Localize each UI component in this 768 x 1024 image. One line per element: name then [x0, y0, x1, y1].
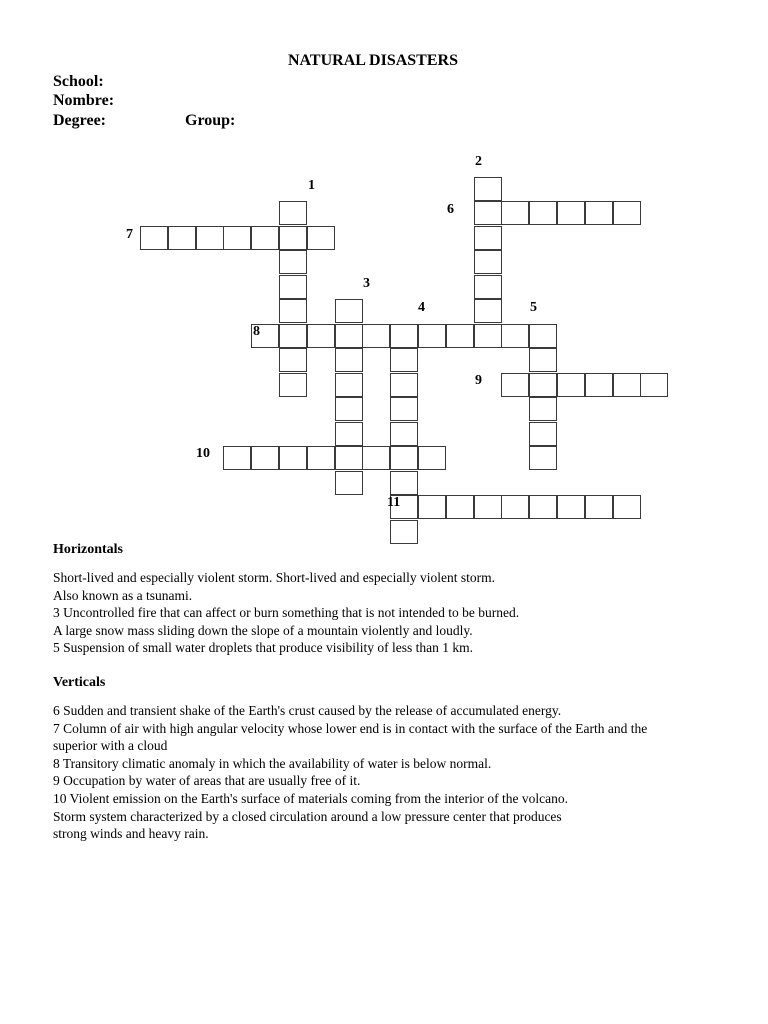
crossword-cell[interactable]: [585, 373, 613, 397]
crossword-cell[interactable]: [529, 201, 557, 225]
crossword-cell[interactable]: [279, 373, 307, 397]
crossword-cell[interactable]: [529, 373, 557, 397]
crossword-cell[interactable]: [557, 373, 585, 397]
crossword-cell[interactable]: [335, 324, 363, 348]
crossword-cell[interactable]: [390, 446, 418, 470]
crossword-cell[interactable]: [529, 348, 557, 372]
crossword-cell[interactable]: [585, 495, 613, 519]
clue-item: 6 Sudden and transient shake of the Earth's crust caused by the release of accumulated energy.: [53, 703, 562, 718]
crossword-cell[interactable]: [307, 324, 335, 348]
crossword-cell[interactable]: [279, 250, 307, 274]
crossword-cell[interactable]: [390, 397, 418, 421]
crossword-cell[interactable]: [223, 226, 251, 250]
clue-item: 7 Column of air with high angular velocity whose lower end is in contact with the surface of the Earth and the superior with a cloud: [53, 720, 648, 754]
crossword-cell[interactable]: [390, 520, 418, 544]
clue-item: 5 Suspension of small water droplets that produce visibility of less than 1 km.: [53, 640, 473, 656]
group-label: Group:: [185, 112, 236, 129]
crossword-cell[interactable]: [335, 422, 363, 446]
crossword-cell[interactable]: [390, 373, 418, 397]
crossword-cell[interactable]: [390, 422, 418, 446]
crossword-cell[interactable]: [557, 201, 585, 225]
crossword-cell[interactable]: [613, 495, 641, 519]
clue-item: 9 Occupation by water of areas that are usually free of it.: [53, 773, 361, 789]
crossword-cell[interactable]: [446, 324, 474, 348]
crossword-cell[interactable]: [474, 495, 502, 519]
crossword-cell[interactable]: [501, 495, 529, 519]
crossword-cell[interactable]: [362, 446, 390, 470]
clue-number-11: 11: [387, 495, 401, 510]
crossword-cell[interactable]: [529, 446, 557, 470]
clue-number-5: 5: [530, 300, 537, 315]
verticals-clue-list: [53, 702, 663, 843]
crossword-cell[interactable]: [474, 299, 502, 323]
crossword-cell[interactable]: [279, 275, 307, 299]
crossword-cell[interactable]: [474, 250, 502, 274]
crossword-cell[interactable]: [279, 226, 307, 250]
crossword-cell[interactable]: [335, 299, 363, 323]
crossword-cell[interactable]: [474, 275, 502, 299]
crossword-cell[interactable]: [529, 397, 557, 421]
crossword-cell[interactable]: [474, 201, 502, 225]
clue-number-10: 10: [196, 446, 210, 461]
crossword-cell[interactable]: [418, 446, 446, 470]
clue-item: Storm system characterized by a closed circulation around a low pressure center that produces strong winds and heavy rain.: [53, 808, 562, 842]
clue-number-2: 2: [475, 154, 482, 169]
crossword-cell[interactable]: [335, 348, 363, 372]
crossword-cell[interactable]: [418, 495, 446, 519]
horizontals-clue-list: [53, 569, 663, 657]
crossword-cell[interactable]: [418, 324, 446, 348]
crossword-cell[interactable]: [446, 495, 474, 519]
crossword-cell[interactable]: [279, 201, 307, 225]
crossword-cell[interactable]: [279, 348, 307, 372]
crossword-cell[interactable]: [335, 471, 363, 495]
clue-number-3: 3: [363, 276, 370, 291]
crossword-cell[interactable]: [474, 226, 502, 250]
degree-label: Degree:: [53, 112, 106, 129]
crossword-cell[interactable]: [474, 177, 502, 201]
crossword-cell[interactable]: [279, 299, 307, 323]
crossword-cell[interactable]: [585, 201, 613, 225]
crossword-cell[interactable]: [307, 226, 335, 250]
crossword-cell[interactable]: [335, 397, 363, 421]
clue-number-4: 4: [418, 300, 425, 315]
crossword-cell[interactable]: [251, 226, 279, 250]
crossword-cell[interactable]: [613, 201, 641, 225]
clue-item: A large snow mass sliding down the slope of a mountain violently and loudly.: [53, 622, 473, 638]
worksheet-title: NATURAL DISASTERS: [288, 52, 458, 69]
crossword-cell[interactable]: [168, 226, 196, 250]
crossword-cell[interactable]: [335, 446, 363, 470]
crossword-cell[interactable]: [529, 495, 557, 519]
crossword-cell[interactable]: [251, 446, 279, 470]
clue-item: 3 Uncontrolled fire that can affect or burn something that is not intended to be burned.: [53, 605, 520, 621]
clue-item: Also known as a tsunami.: [53, 587, 193, 603]
crossword-cell[interactable]: [390, 324, 418, 348]
clue-number-8: 8: [253, 324, 260, 339]
crossword-cell[interactable]: [307, 446, 335, 470]
crossword-cell[interactable]: [613, 373, 641, 397]
clue-item: 8 Transitory climatic anomaly in which the availability of water is below normal.: [53, 755, 492, 771]
crossword-cell[interactable]: [140, 226, 168, 250]
crossword-cell[interactable]: [362, 324, 390, 348]
crossword-cell[interactable]: [501, 324, 529, 348]
crossword-cell[interactable]: [501, 373, 529, 397]
clue-item: Short-lived and especially violent storm. Short-lived and especially violent storm.: [53, 570, 496, 585]
crossword-cell[interactable]: [474, 324, 502, 348]
crossword-cell[interactable]: [501, 201, 529, 225]
crossword-cell[interactable]: [223, 446, 251, 470]
crossword-cell[interactable]: [335, 373, 363, 397]
horizontals-heading: Horizontals: [53, 542, 123, 557]
clue-number-9: 9: [475, 373, 482, 388]
crossword-cell[interactable]: [529, 324, 557, 348]
clue-item: 10 Violent emission on the Earth's surface of materials coming from the interior of the volcano.: [53, 790, 568, 806]
crossword-cell[interactable]: [390, 471, 418, 495]
verticals-heading: Verticals: [53, 675, 106, 690]
school-label: School:: [53, 73, 104, 90]
crossword-cell[interactable]: [196, 226, 224, 250]
name-label: Nombre:: [53, 92, 115, 109]
crossword-cell[interactable]: [279, 446, 307, 470]
crossword-cell[interactable]: [279, 324, 307, 348]
crossword-cell[interactable]: [529, 422, 557, 446]
crossword-cell[interactable]: [557, 495, 585, 519]
clue-number-1: 1: [308, 178, 315, 193]
crossword-cell[interactable]: [640, 373, 668, 397]
clue-number-7: 7: [126, 227, 133, 242]
clue-number-6: 6: [447, 202, 454, 217]
crossword-cell[interactable]: [390, 348, 418, 372]
